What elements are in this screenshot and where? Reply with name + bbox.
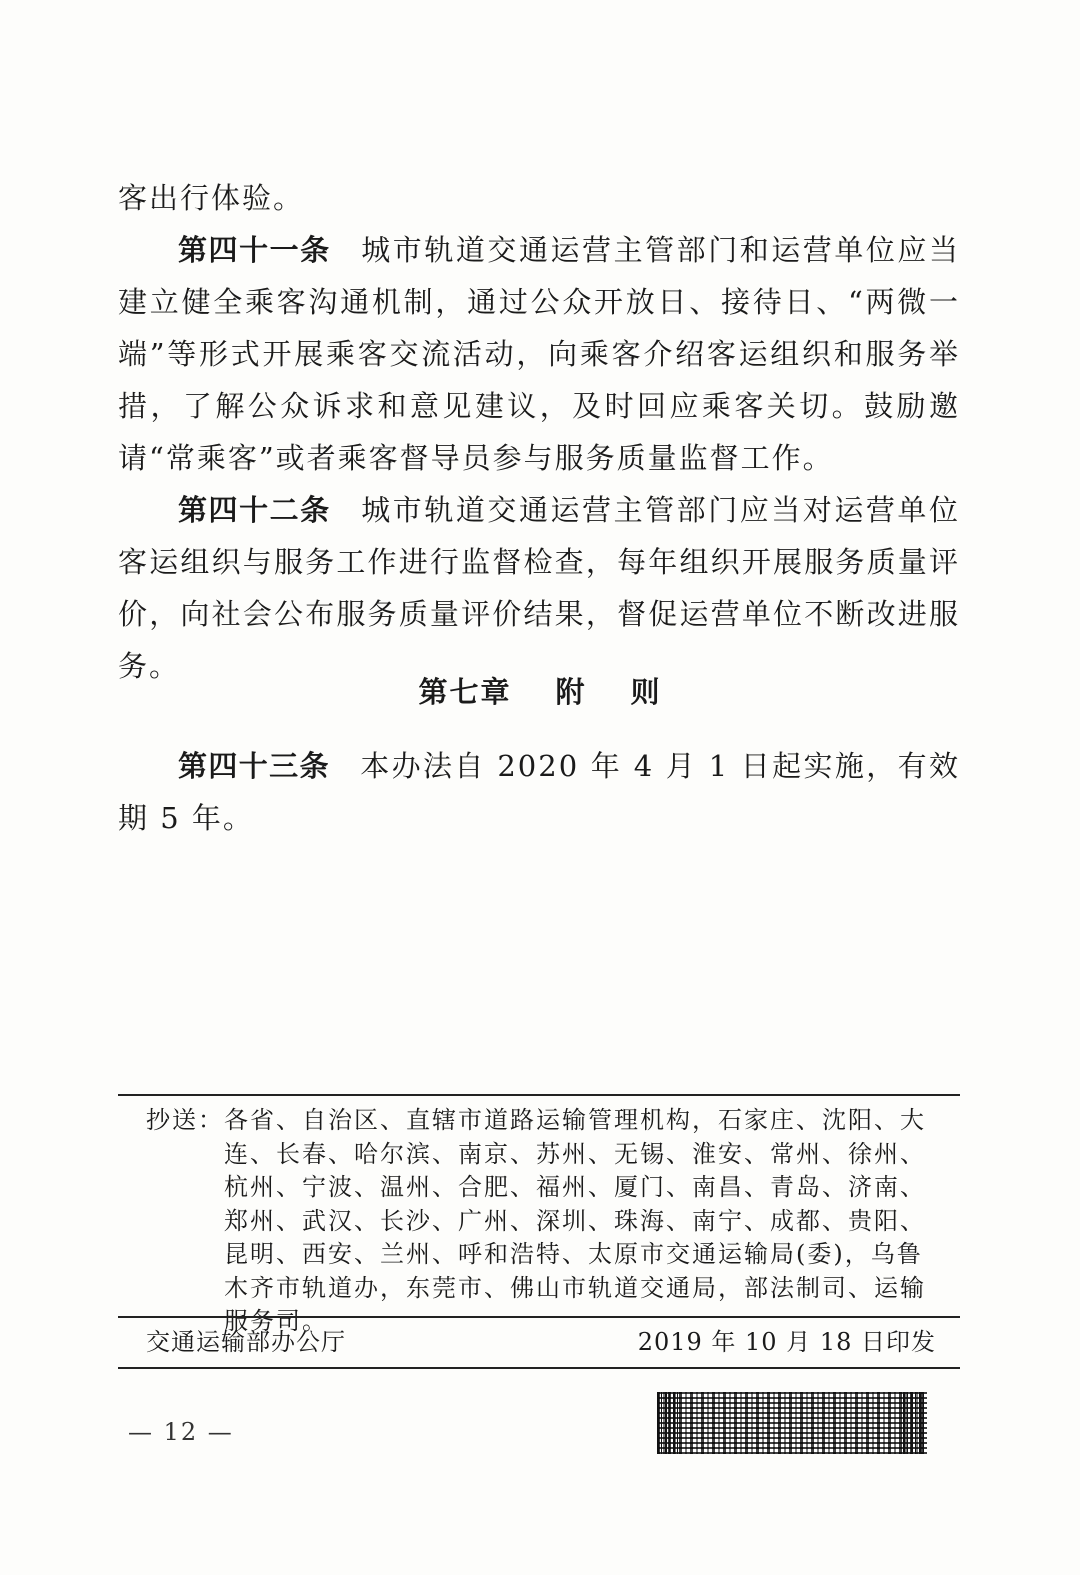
issuer-name: 交通运输部办公厅 xyxy=(146,1328,346,1356)
document-body xyxy=(118,172,960,692)
issue-date: 2019 年 10 月 18 日印发 xyxy=(637,1328,936,1356)
article-42 xyxy=(118,484,960,692)
article-43-title: 第四十三条 xyxy=(178,749,330,783)
cc-block xyxy=(146,1104,946,1339)
chapter-number: 第七章 xyxy=(418,675,512,709)
article-41-text: 城市轨道交通运营主管部门和运营单位应当建立健全乘客沟通机制，通过公众开放日、接待日、“两微一端”等形式开展乘客交流活动，向乘客介绍客运组织和服务举措，了解公众诉求和意见建议，及时回应乘客关切。鼓励邀请“常乘客”或者乘客督导员参与服务质量监督工作。 xyxy=(118,233,960,475)
barcode-image xyxy=(657,1392,927,1454)
chapter-name-a: 附 xyxy=(555,675,587,709)
article-42-text: 城市轨道交通运营主管部门应当对运营单位客运组织与服务工作进行监督检查，每年组织开展服务质量评价，向社会公布服务质量评价结果，督促运营单位不断改进服务。 xyxy=(118,493,960,683)
divider-bottom xyxy=(118,1367,960,1369)
divider-top xyxy=(118,1094,960,1096)
article-42-title: 第四十二条 xyxy=(178,493,331,527)
cc-recipients: 各省、自治区、直辖市道路运输管理机构，石家庄、沈阳、大连、长春、哈尔滨、南京、苏州、无锡、淮安、常州、徐州、杭州、宁波、温州、合肥、福州、厦门、南昌、青岛、济南、郑州、武汉、长沙、广州、深圳、珠海、南宁、成都、贵阳、昆明、西安、兰州、呼和浩特、太原市交通运输局(委)，乌鲁木齐市轨道办，东莞市、佛山市轨道交通局，部法制司、运输服务司。 xyxy=(224,1106,926,1335)
article-41-title: 第四十一条 xyxy=(178,233,331,267)
cc-label: 抄送： xyxy=(146,1106,224,1134)
article-41 xyxy=(118,224,960,484)
chapter-name-b: 则 xyxy=(630,675,662,709)
article-43 xyxy=(118,740,960,844)
page-number: — 12 — xyxy=(128,1418,234,1446)
article-43-text: 本办法自 2020 年 4 月 1 日起实施，有效期 5 年。 xyxy=(118,749,960,835)
chapter-heading xyxy=(0,666,1080,718)
paragraph-continued: 客出行体验。 xyxy=(118,181,305,215)
article-43-block xyxy=(118,740,960,844)
divider-middle xyxy=(118,1316,960,1318)
